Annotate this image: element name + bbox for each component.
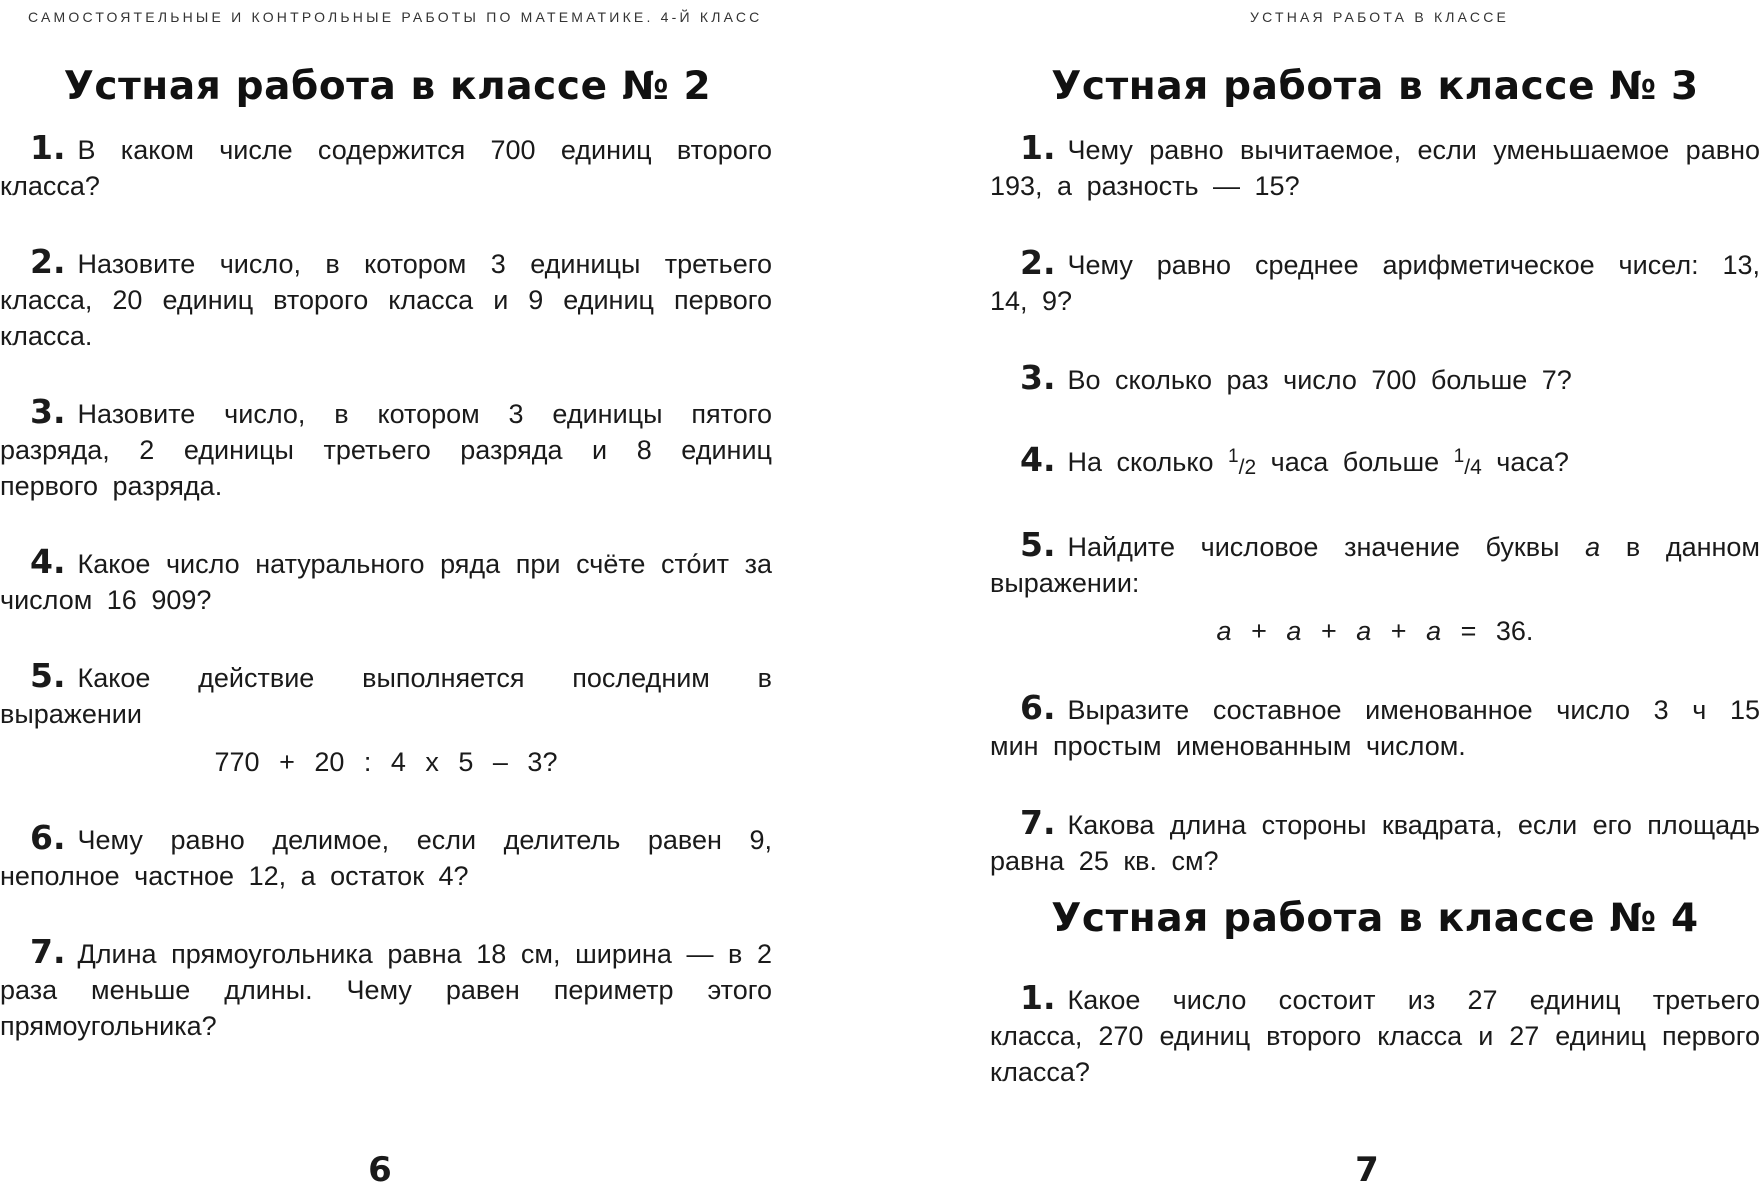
question-2 xyxy=(0,244,772,354)
question-3 xyxy=(0,394,772,504)
question-text: Найдите числовое значение буквы xyxy=(1067,532,1560,562)
question-number: 3. xyxy=(30,392,66,431)
question-number: 4. xyxy=(1020,440,1056,479)
section-title-4: Устная работа в классе № 4 xyxy=(1051,896,1699,941)
question-number: 7. xyxy=(30,932,66,971)
question-1 xyxy=(990,130,1760,204)
question-text: На сколько xyxy=(1067,447,1214,477)
question-2 xyxy=(990,245,1760,319)
left-page xyxy=(0,0,775,1192)
question-text: часа больше xyxy=(1270,447,1440,477)
fraction-half xyxy=(1228,447,1256,477)
question-list xyxy=(0,130,772,1084)
question-list xyxy=(990,130,1760,920)
question-text: В каком числе содержится 700 единиц второго класса? xyxy=(0,135,772,201)
question-number: 6. xyxy=(1020,688,1056,727)
question-text: в данном выражении: xyxy=(990,532,1760,598)
question-number: 1. xyxy=(1020,128,1056,167)
question-list xyxy=(990,980,1760,1130)
fraction-denominator: /2 xyxy=(1238,456,1257,479)
question-text: Чему равно вычитаемое, если уменьшаемое равно 193, а разность — 15? xyxy=(990,135,1760,201)
question-5 xyxy=(0,658,772,780)
question-number: 5. xyxy=(1020,525,1056,564)
question-number: 7. xyxy=(1020,803,1056,842)
running-head: САМОСТОЯТЕЛЬНЫЕ И КОНТРОЛЬНЫЕ РАБОТЫ ПО МАТЕМАТИКЕ. 4-Й КЛАСС xyxy=(28,9,763,25)
question-number: 2. xyxy=(30,242,66,281)
question-text: часа? xyxy=(1496,447,1569,477)
question-text: Какова длина стороны квадрата, если его площадь равна 25 кв. см? xyxy=(990,810,1760,876)
question-text: Во сколько раз число 700 больше 7? xyxy=(1067,365,1572,395)
question-4 xyxy=(0,544,772,618)
question-text: Длина прямоугольника равна 18 см, ширина — в 2 раза меньше длины. Чему равен периметр этого прямоугольника? xyxy=(0,939,772,1041)
question-number: 5. xyxy=(30,656,66,695)
variable: а xyxy=(1286,616,1302,646)
question-text: Какое число состоит из 27 единиц третьего класса, 270 единиц второго класса и 27 единиц первого класса? xyxy=(990,985,1760,1087)
fraction-numerator: 1 xyxy=(1453,446,1465,467)
question-number: 2. xyxy=(1020,243,1056,282)
question-4 xyxy=(990,439,1760,486)
operator: + xyxy=(1390,616,1407,646)
variable: а xyxy=(1216,616,1232,646)
question-text: Выразите составное именованное число 3 ч 15 мин простым именованным числом. xyxy=(990,695,1760,761)
variable: а xyxy=(1356,616,1372,646)
section-title-3: Устная работа в классе № 3 xyxy=(1051,64,1699,109)
fraction-quarter xyxy=(1454,447,1482,477)
question-text: Какое число натурального ряда при счёте сто́ит за числом 16 909? xyxy=(0,549,772,615)
expression-result: = 36. xyxy=(1460,616,1534,646)
expression xyxy=(990,613,1760,649)
question-number: 6. xyxy=(30,818,66,857)
variable: а xyxy=(1426,616,1442,646)
question-1 xyxy=(0,130,772,204)
section-title-2: Устная работа в классе № 2 xyxy=(63,64,712,109)
question-text: Назовите число, в котором 3 единицы пятого разряда, 2 единицы третьего разряда и 8 единиц первого разряда. xyxy=(0,399,772,501)
operator: + xyxy=(1320,616,1337,646)
question-3 xyxy=(990,360,1760,398)
question-text: Назовите число, в котором 3 единицы третьего класса, 20 единиц второго класса и 9 единиц первого класса. xyxy=(0,249,772,351)
variable: а xyxy=(1585,532,1601,562)
fraction-denominator: /4 xyxy=(1464,456,1482,479)
operator: + xyxy=(1251,616,1267,646)
question-text: Чему равно делимое, если делитель равен 9, неполное частное 12, а остаток 4? xyxy=(0,825,772,891)
question-number: 3. xyxy=(1020,358,1056,397)
fraction-numerator: 1 xyxy=(1228,446,1239,467)
question-text: Какое действие выполняется последним в выражении xyxy=(0,663,772,729)
right-page xyxy=(990,0,1760,1192)
running-head: УСТНАЯ РАБОТА В КЛАССЕ xyxy=(1250,9,1510,25)
expression: 770 + 20 : 4 х 5 – 3? xyxy=(214,747,558,777)
question-number: 4. xyxy=(30,542,66,581)
question-6 xyxy=(990,690,1760,764)
question-7 xyxy=(0,934,772,1044)
page-number: 6 xyxy=(368,1150,392,1190)
page-number: 7 xyxy=(1355,1150,1379,1190)
question-1 xyxy=(990,980,1760,1090)
question-6 xyxy=(0,820,772,894)
question-number: 1. xyxy=(1020,978,1056,1017)
question-5 xyxy=(990,527,1760,649)
question-7 xyxy=(990,805,1760,879)
question-text: Чему равно среднее арифметическое чисел: 13, 14, 9? xyxy=(990,250,1760,316)
question-number: 1. xyxy=(30,128,66,167)
